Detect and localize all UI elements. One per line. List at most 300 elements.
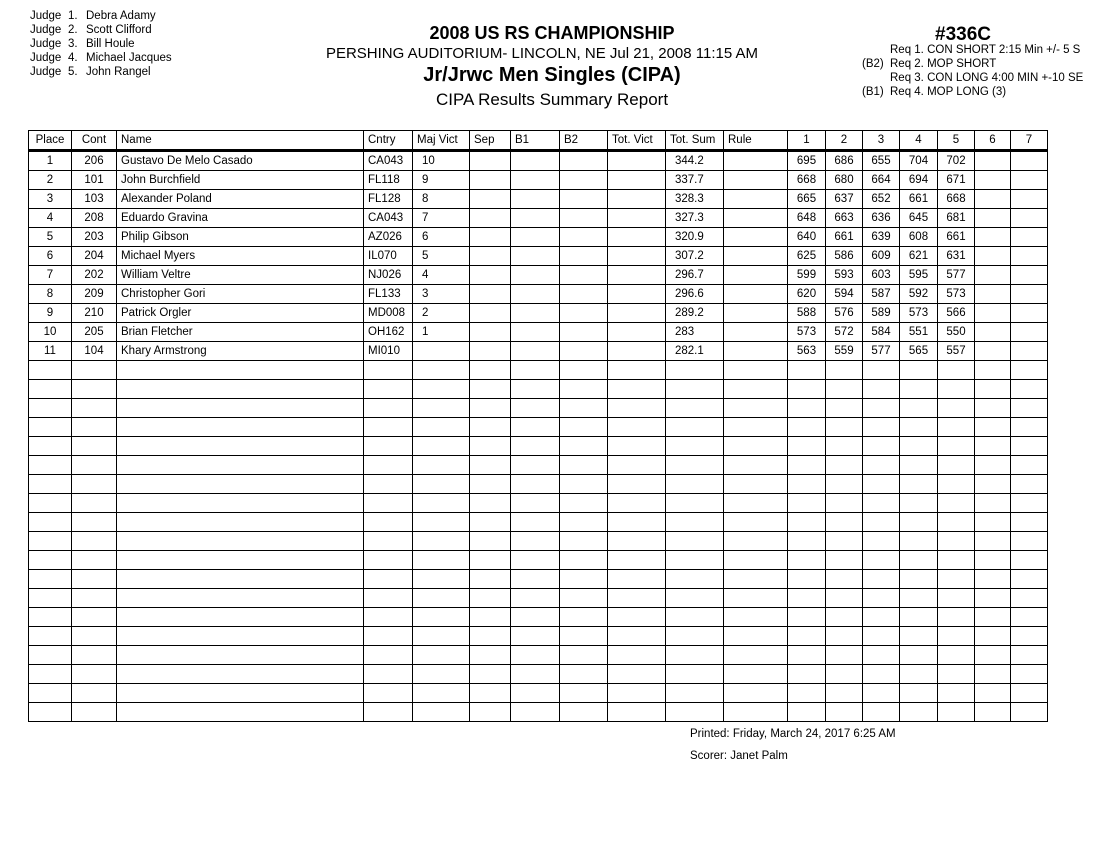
empty-cell: [413, 570, 470, 589]
empty-table-row: [29, 627, 1048, 646]
empty-cell: [29, 665, 72, 684]
empty-cell: [863, 475, 900, 494]
cell-judge-5: 631: [938, 247, 975, 266]
empty-cell: [470, 551, 511, 570]
cell-tot-sum: 344.2: [666, 151, 724, 171]
cell-b1: [511, 190, 560, 209]
empty-cell: [666, 665, 724, 684]
judge-name: Scott Clifford: [86, 24, 152, 36]
empty-cell: [724, 418, 788, 437]
empty-cell: [29, 551, 72, 570]
cell-judge-3: 584: [863, 323, 900, 342]
empty-cell: [863, 418, 900, 437]
empty-cell: [826, 608, 863, 627]
cell-maj-vict: 6: [413, 228, 470, 247]
cell-judge-2: 576: [826, 304, 863, 323]
empty-cell: [29, 437, 72, 456]
empty-cell: [863, 532, 900, 551]
empty-cell: [863, 551, 900, 570]
cell-judge-4: 592: [900, 285, 938, 304]
empty-cell: [724, 551, 788, 570]
column-header-judge-1: 1: [788, 131, 826, 151]
empty-cell: [72, 513, 117, 532]
cell-maj-vict: 8: [413, 190, 470, 209]
empty-cell: [470, 570, 511, 589]
empty-cell: [666, 589, 724, 608]
empty-cell: [1011, 399, 1048, 418]
empty-cell: [938, 703, 975, 722]
empty-cell: [117, 646, 364, 665]
cell-judge-4: 551: [900, 323, 938, 342]
cell-tot-vict: [608, 323, 666, 342]
empty-cell: [826, 627, 863, 646]
empty-cell: [1011, 380, 1048, 399]
empty-cell: [364, 570, 413, 589]
cell-judge-7: [1011, 171, 1048, 190]
cell-b1: [511, 209, 560, 228]
cell-place: 7: [29, 266, 72, 285]
column-header-maj-vict: Maj Vict: [413, 131, 470, 151]
empty-cell: [364, 532, 413, 551]
judge-name: John Rangel: [86, 66, 151, 78]
empty-cell: [29, 703, 72, 722]
empty-cell: [470, 418, 511, 437]
judge-row: [30, 23, 172, 37]
empty-cell: [511, 646, 560, 665]
empty-cell: [666, 513, 724, 532]
cell-tot-vict: [608, 228, 666, 247]
requirement-prefix: (B2): [862, 58, 884, 70]
table-row: [29, 228, 1048, 247]
empty-cell: [413, 456, 470, 475]
empty-cell: [470, 494, 511, 513]
cell-b1: [511, 151, 560, 171]
empty-cell: [364, 380, 413, 399]
empty-cell: [413, 418, 470, 437]
empty-cell: [724, 703, 788, 722]
empty-cell: [29, 456, 72, 475]
cell-judge-4: 704: [900, 151, 938, 171]
empty-cell: [1011, 589, 1048, 608]
empty-table-row: [29, 399, 1048, 418]
cell-tot-vict: [608, 209, 666, 228]
empty-cell: [975, 532, 1011, 551]
empty-cell: [413, 361, 470, 380]
empty-cell: [117, 456, 364, 475]
empty-cell: [511, 589, 560, 608]
empty-cell: [608, 684, 666, 703]
empty-cell: [511, 684, 560, 703]
requirement-row: [862, 71, 1083, 85]
cell-cntry: NJ026: [364, 266, 413, 285]
empty-cell: [724, 627, 788, 646]
empty-cell: [975, 361, 1011, 380]
empty-table-row: [29, 589, 1048, 608]
column-header-cntry: Cntry: [364, 131, 413, 151]
cell-judge-7: [1011, 209, 1048, 228]
empty-cell: [900, 361, 938, 380]
cell-cont: 208: [72, 209, 117, 228]
empty-cell: [900, 627, 938, 646]
judge-name: Bill Houle: [86, 38, 135, 50]
empty-cell: [608, 475, 666, 494]
empty-cell: [900, 665, 938, 684]
cell-place: 8: [29, 285, 72, 304]
cell-sep: [470, 228, 511, 247]
cell-judge-5: 577: [938, 266, 975, 285]
empty-cell: [1011, 361, 1048, 380]
judge-number: 5.: [68, 66, 78, 78]
cell-judge-5: 681: [938, 209, 975, 228]
empty-table-row: [29, 418, 1048, 437]
empty-cell: [413, 703, 470, 722]
empty-cell: [666, 646, 724, 665]
cell-sep: [470, 323, 511, 342]
empty-cell: [72, 418, 117, 437]
empty-cell: [413, 627, 470, 646]
cell-judge-6: [975, 151, 1011, 171]
empty-cell: [560, 703, 608, 722]
empty-cell: [938, 551, 975, 570]
judge-row: [30, 37, 172, 51]
empty-cell: [413, 399, 470, 418]
cell-maj-vict: 9: [413, 171, 470, 190]
table-row: [29, 304, 1048, 323]
cell-b1: [511, 247, 560, 266]
empty-cell: [560, 646, 608, 665]
cell-place: 9: [29, 304, 72, 323]
cell-tot-sum: 296.7: [666, 266, 724, 285]
table-row: [29, 285, 1048, 304]
cell-cont: 204: [72, 247, 117, 266]
empty-cell: [975, 703, 1011, 722]
empty-cell: [470, 361, 511, 380]
cell-b2: [560, 209, 608, 228]
cell-judge-3: 577: [863, 342, 900, 361]
empty-cell: [863, 399, 900, 418]
cell-place: 3: [29, 190, 72, 209]
cell-place: 5: [29, 228, 72, 247]
cell-judge-3: 655: [863, 151, 900, 171]
cell-place: 11: [29, 342, 72, 361]
cell-judge-6: [975, 266, 1011, 285]
judge-number: 3.: [68, 38, 78, 50]
empty-table-row: [29, 570, 1048, 589]
empty-cell: [608, 456, 666, 475]
empty-cell: [413, 475, 470, 494]
empty-cell: [117, 608, 364, 627]
cell-judge-2: 686: [826, 151, 863, 171]
cell-b2: [560, 266, 608, 285]
empty-cell: [470, 456, 511, 475]
empty-cell: [29, 589, 72, 608]
scorer: Scorer: Janet Palm: [690, 750, 788, 762]
cell-judge-7: [1011, 342, 1048, 361]
empty-cell: [975, 456, 1011, 475]
cell-rule: [724, 266, 788, 285]
empty-cell: [72, 475, 117, 494]
empty-cell: [117, 399, 364, 418]
cell-judge-1: 695: [788, 151, 826, 171]
empty-cell: [975, 551, 1011, 570]
empty-cell: [511, 361, 560, 380]
empty-cell: [788, 456, 826, 475]
column-header-rule: Rule: [724, 131, 788, 151]
cell-sep: [470, 171, 511, 190]
empty-cell: [1011, 570, 1048, 589]
empty-cell: [364, 608, 413, 627]
empty-cell: [560, 513, 608, 532]
requirement-row: [862, 43, 1083, 57]
empty-cell: [900, 608, 938, 627]
empty-cell: [72, 684, 117, 703]
empty-cell: [72, 627, 117, 646]
empty-cell: [900, 456, 938, 475]
empty-cell: [470, 437, 511, 456]
judge-number: 1.: [68, 10, 78, 22]
empty-cell: [863, 684, 900, 703]
cell-tot-sum: 296.6: [666, 285, 724, 304]
table-row: [29, 151, 1048, 171]
empty-table-row: [29, 361, 1048, 380]
empty-cell: [724, 608, 788, 627]
empty-cell: [470, 399, 511, 418]
empty-cell: [608, 437, 666, 456]
cell-tot-vict: [608, 151, 666, 171]
cell-sep: [470, 247, 511, 266]
cell-judge-5: 557: [938, 342, 975, 361]
cell-judge-4: 595: [900, 266, 938, 285]
column-header-judge-2: 2: [826, 131, 863, 151]
cell-tot-vict: [608, 342, 666, 361]
column-header-judge-4: 4: [900, 131, 938, 151]
empty-cell: [511, 399, 560, 418]
empty-cell: [666, 475, 724, 494]
cell-sep: [470, 151, 511, 171]
empty-cell: [826, 532, 863, 551]
requirements-list: [862, 43, 1083, 99]
empty-cell: [863, 589, 900, 608]
cell-place: 10: [29, 323, 72, 342]
empty-cell: [470, 627, 511, 646]
empty-cell: [938, 608, 975, 627]
cell-judge-2: 559: [826, 342, 863, 361]
empty-cell: [413, 589, 470, 608]
cell-judge-1: 588: [788, 304, 826, 323]
empty-cell: [666, 551, 724, 570]
empty-cell: [560, 665, 608, 684]
cell-sep: [470, 342, 511, 361]
empty-cell: [29, 513, 72, 532]
empty-cell: [29, 475, 72, 494]
cell-b1: [511, 304, 560, 323]
empty-cell: [826, 399, 863, 418]
cell-cont: 202: [72, 266, 117, 285]
empty-cell: [788, 684, 826, 703]
empty-cell: [511, 380, 560, 399]
empty-cell: [470, 475, 511, 494]
empty-cell: [72, 703, 117, 722]
judge-row: [30, 9, 172, 23]
empty-cell: [724, 589, 788, 608]
cell-judge-5: 661: [938, 228, 975, 247]
results-table: [28, 130, 1048, 722]
empty-cell: [72, 551, 117, 570]
empty-cell: [511, 703, 560, 722]
empty-cell: [413, 551, 470, 570]
empty-cell: [413, 646, 470, 665]
empty-cell: [1011, 627, 1048, 646]
empty-cell: [826, 589, 863, 608]
cell-name: Khary Armstrong: [117, 342, 364, 361]
empty-cell: [724, 494, 788, 513]
empty-cell: [470, 380, 511, 399]
cell-cntry: FL133: [364, 285, 413, 304]
empty-cell: [560, 551, 608, 570]
cell-judge-7: [1011, 190, 1048, 209]
empty-cell: [788, 570, 826, 589]
empty-cell: [470, 646, 511, 665]
table-row: [29, 209, 1048, 228]
empty-cell: [560, 627, 608, 646]
empty-cell: [560, 494, 608, 513]
empty-cell: [975, 589, 1011, 608]
empty-cell: [938, 532, 975, 551]
cell-name: Patrick Orgler: [117, 304, 364, 323]
empty-cell: [863, 513, 900, 532]
cell-judge-5: 671: [938, 171, 975, 190]
empty-cell: [413, 665, 470, 684]
cell-maj-vict: 1: [413, 323, 470, 342]
empty-cell: [1011, 608, 1048, 627]
empty-cell: [666, 380, 724, 399]
cell-judge-4: 573: [900, 304, 938, 323]
cell-cont: 210: [72, 304, 117, 323]
empty-cell: [788, 475, 826, 494]
empty-cell: [1011, 456, 1048, 475]
cell-b2: [560, 190, 608, 209]
empty-cell: [608, 361, 666, 380]
cell-b1: [511, 285, 560, 304]
cell-name: Philip Gibson: [117, 228, 364, 247]
cell-judge-2: 593: [826, 266, 863, 285]
empty-cell: [788, 646, 826, 665]
cell-name: Eduardo Gravina: [117, 209, 364, 228]
empty-cell: [470, 703, 511, 722]
empty-table-row: [29, 513, 1048, 532]
cell-cont: 205: [72, 323, 117, 342]
empty-cell: [117, 513, 364, 532]
empty-cell: [413, 532, 470, 551]
empty-cell: [608, 494, 666, 513]
cell-judge-3: 636: [863, 209, 900, 228]
cell-judge-1: 563: [788, 342, 826, 361]
empty-cell: [364, 361, 413, 380]
empty-cell: [1011, 437, 1048, 456]
empty-table-row: [29, 608, 1048, 627]
report-title: CIPA Results Summary Report: [435, 90, 669, 109]
empty-table-row: [29, 684, 1048, 703]
empty-cell: [826, 665, 863, 684]
empty-cell: [470, 589, 511, 608]
requirement-text: Req 4. MOP LONG (3): [890, 86, 1007, 98]
empty-cell: [900, 589, 938, 608]
empty-cell: [938, 418, 975, 437]
column-header-tot-vict: Tot. Vict: [608, 131, 666, 151]
cell-tot-sum: 282.1: [666, 342, 724, 361]
column-header-judge-5: 5: [938, 131, 975, 151]
empty-cell: [117, 684, 364, 703]
cell-judge-3: 603: [863, 266, 900, 285]
empty-cell: [900, 437, 938, 456]
empty-cell: [364, 551, 413, 570]
empty-cell: [117, 494, 364, 513]
judge-name: Debra Adamy: [86, 10, 156, 22]
empty-cell: [724, 456, 788, 475]
cell-judge-7: [1011, 151, 1048, 171]
empty-cell: [511, 532, 560, 551]
event-title: Jr/Jrwc Men Singles (CIPA): [423, 64, 681, 86]
empty-cell: [938, 665, 975, 684]
empty-cell: [560, 570, 608, 589]
cell-b2: [560, 304, 608, 323]
empty-cell: [511, 437, 560, 456]
empty-cell: [724, 475, 788, 494]
table-row: [29, 342, 1048, 361]
cell-judge-2: 663: [826, 209, 863, 228]
empty-cell: [666, 684, 724, 703]
requirement-row: [862, 85, 1083, 99]
empty-table-row: [29, 665, 1048, 684]
cell-judge-6: [975, 342, 1011, 361]
empty-cell: [413, 608, 470, 627]
empty-cell: [1011, 475, 1048, 494]
empty-cell: [29, 399, 72, 418]
empty-cell: [724, 665, 788, 684]
cell-cntry: MI010: [364, 342, 413, 361]
empty-table-row: [29, 532, 1048, 551]
empty-cell: [29, 361, 72, 380]
cell-judge-5: 566: [938, 304, 975, 323]
cell-judge-6: [975, 247, 1011, 266]
empty-cell: [364, 475, 413, 494]
empty-cell: [900, 532, 938, 551]
cell-judge-1: 620: [788, 285, 826, 304]
empty-table-row: [29, 494, 1048, 513]
empty-cell: [72, 399, 117, 418]
cell-judge-3: 609: [863, 247, 900, 266]
empty-cell: [724, 361, 788, 380]
empty-cell: [975, 570, 1011, 589]
empty-cell: [666, 703, 724, 722]
empty-cell: [826, 684, 863, 703]
empty-table-row: [29, 437, 1048, 456]
cell-judge-2: 661: [826, 228, 863, 247]
cell-b1: [511, 228, 560, 247]
judge-label: Judge: [30, 66, 62, 78]
cell-judge-4: 694: [900, 171, 938, 190]
empty-cell: [72, 589, 117, 608]
empty-cell: [724, 570, 788, 589]
empty-cell: [900, 684, 938, 703]
empty-cell: [608, 399, 666, 418]
empty-cell: [863, 456, 900, 475]
empty-cell: [117, 570, 364, 589]
cell-judge-6: [975, 304, 1011, 323]
cell-sep: [470, 190, 511, 209]
empty-cell: [863, 646, 900, 665]
empty-cell: [117, 475, 364, 494]
